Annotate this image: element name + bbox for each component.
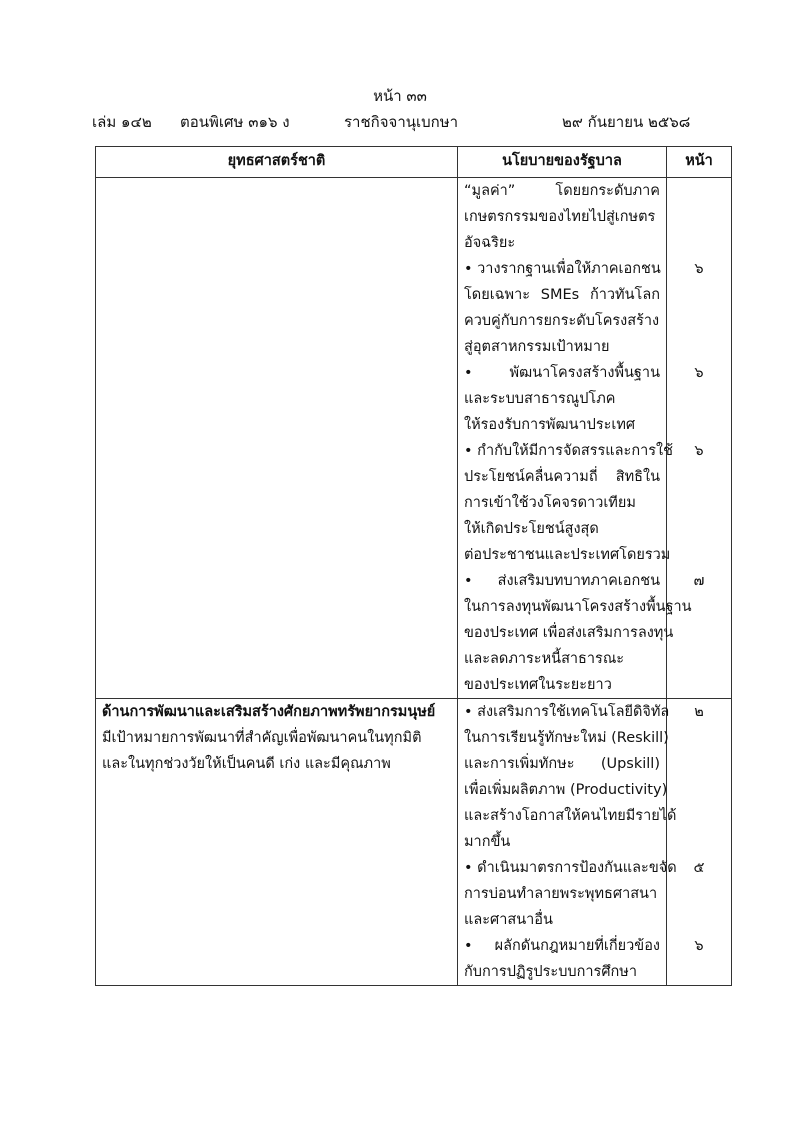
page-ref: ๖ — [694, 261, 704, 277]
strategy-line: มีเป้าหมายการพัฒนาที่สำคัญเพื่อพัฒนาคนในทุกมิติ — [102, 730, 422, 746]
header-publication: ราชกิจจานุเบกษา — [344, 113, 459, 131]
policy-line: อัจฉริยะ — [464, 235, 516, 251]
page-ref-cell — [667, 699, 732, 986]
policy-line: โดยเฉพาะ SMEs ก้าวทันโลก — [464, 287, 660, 303]
policy-line: ให้เกิดประโยชน์สูงสุด — [464, 521, 599, 537]
policy-line: กับการปฏิรูประบบการศึกษา — [464, 964, 638, 980]
page-ref: ๖ — [694, 365, 704, 381]
strategy-cell — [96, 178, 458, 699]
gazette-header — [92, 110, 712, 134]
policy-line: ให้รองรับการพัฒนาประเทศ — [464, 417, 636, 433]
policy-line: • ส่งเสริมการใช้เทคโนโลยีดิจิทัล — [464, 704, 670, 720]
header-volume: เล่ม ๑๔๒ — [92, 113, 152, 131]
header-page: หน้า — [667, 147, 732, 178]
policy-line: • พัฒนาโครงสร้างพื้นฐาน — [464, 365, 660, 381]
table-row — [96, 699, 732, 986]
policy-line: ของประเทศในระยะยาว — [464, 677, 612, 693]
policy-line: มากขึ้น — [464, 834, 511, 850]
policy-line: การเข้าใช้วงโคจรดาวเทียม — [464, 495, 636, 511]
policy-line: ควบคู่กับการยกระดับโครงสร้าง — [464, 313, 660, 329]
policy-line: • ส่งเสริมบทบาทภาคเอกชน — [464, 573, 660, 589]
policy-line: เพื่อเพิ่มผลิตภาพ (Productivity) — [464, 782, 668, 798]
policy-line: ในการเรียนรู้ทักษะใหม่ (Reskill) — [464, 730, 669, 746]
policy-line: ของประเทศ เพื่อส่งเสริมการลงทุน — [464, 625, 674, 641]
policy-line: เกษตรกรรมของไทยไปสู่เกษตร — [464, 209, 656, 225]
policy-cell — [458, 699, 677, 986]
policy-line: • ผลักดันกฎหมายที่เกี่ยวข้อง — [464, 938, 660, 954]
policy-line: ในการลงทุนพัฒนาโครงสร้างพื้นฐาน — [464, 599, 692, 615]
strategy-line: และในทุกช่วงวัยให้เป็นคนดี เก่ง และมีคุณภาพ — [102, 756, 391, 772]
page-ref: ๖ — [694, 938, 704, 954]
policy-line: และระบบสาธารณูปโภค — [464, 391, 616, 407]
policy-line: • ดำเนินมาตรการป้องกันและขจัด — [464, 860, 677, 876]
policy-line: และลดภาระหนี้สาธารณะ — [464, 651, 625, 667]
policy-line: ประโยชน์คลื่นความถี่ สิทธิใน — [464, 469, 660, 485]
strategy-policy-table — [95, 146, 732, 986]
page-ref: ๗ — [693, 573, 705, 589]
header-policy: นโยบายของรัฐบาล — [458, 147, 667, 178]
policy-cell — [458, 178, 692, 699]
page-ref: ๕ — [693, 860, 705, 876]
table-row — [96, 178, 732, 699]
header-date: ๒๙ กันยายน ๒๕๖๘ — [562, 113, 691, 131]
page-number: หน้า ๓๓ — [373, 87, 427, 105]
policy-line: การบ่อนทำลายพระพุทธศาสนา — [464, 886, 658, 902]
policy-line: “มูลค่า” โดยยกระดับภาค — [464, 183, 660, 199]
policy-line: และศาสนาอื่น — [464, 912, 553, 928]
page-ref: ๒ — [694, 704, 704, 720]
page-ref-cell — [667, 178, 732, 699]
policy-line: ต่อประชาชนและประเทศโดยรวม — [464, 547, 671, 563]
strategy-cell — [96, 699, 458, 986]
policy-line: • วางรากฐานเพื่อให้ภาคเอกชน — [464, 261, 661, 277]
table-header-row — [96, 147, 732, 178]
page-ref: ๖ — [694, 443, 704, 459]
policy-line: สู่อุตสาหกรรมเป้าหมาย — [464, 339, 610, 355]
header-strategy: ยุทธศาสตร์ชาติ — [96, 147, 458, 178]
policy-line: และสร้างโอกาสให้คนไทยมีรายได้ — [464, 808, 677, 824]
policy-line: • กำกับให้มีการจัดสรรและการใช้ — [464, 443, 673, 459]
header-section: ตอนพิเศษ ๓๑๖ ง — [180, 113, 290, 131]
policy-line: และการเพิ่มทักษะ (Upskill) — [464, 756, 660, 772]
strategy-title: ด้านการพัฒนาและเสริมสร้างศักยภาพทรัพยากรมนุษย์ — [102, 704, 436, 720]
